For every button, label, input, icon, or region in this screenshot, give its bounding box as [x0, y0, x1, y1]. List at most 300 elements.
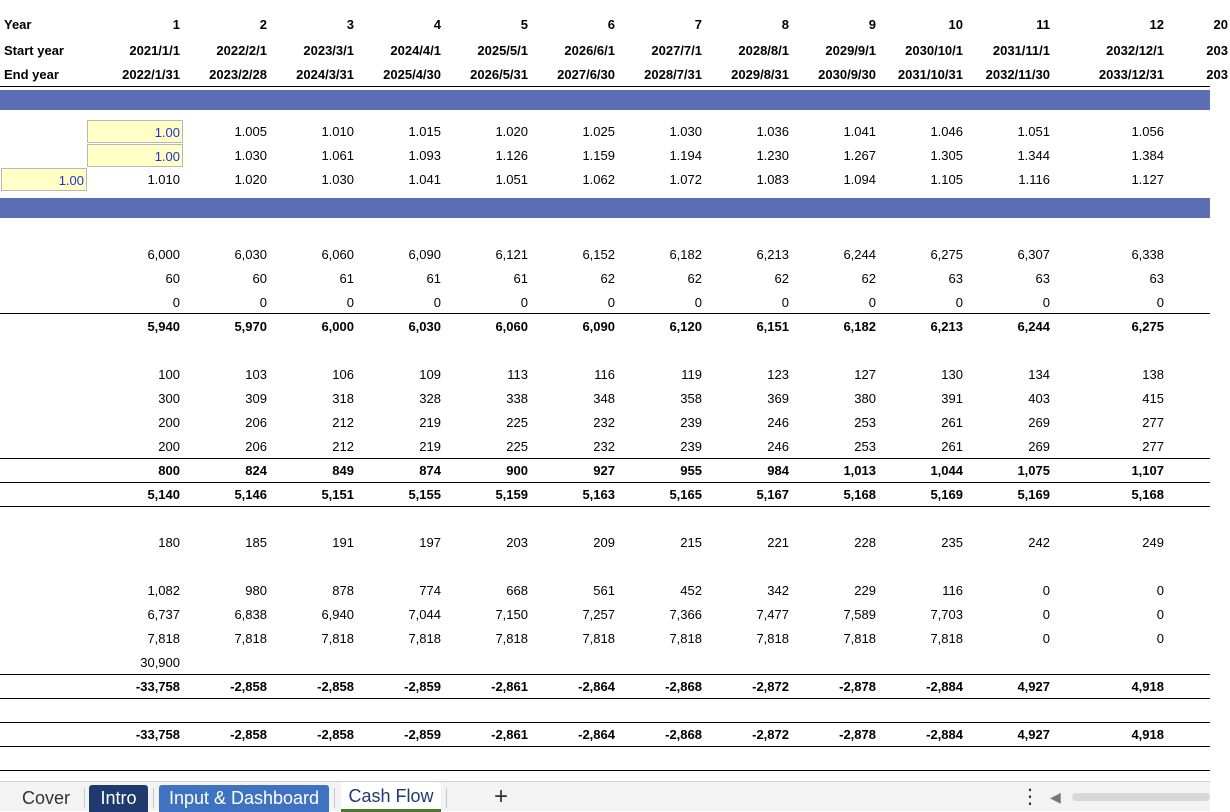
tax-cell[interactable]: 209 [593, 535, 615, 550]
index-value-cell[interactable]: 1.344 [1017, 148, 1050, 163]
year-number-cell[interactable]: 6 [607, 17, 615, 32]
capex-row [0, 651, 1210, 675]
cost-cell[interactable]: 130 [941, 367, 963, 382]
cost-total-cell[interactable]: 1,107 [1131, 463, 1164, 478]
finance-cell[interactable]: 6,940 [321, 607, 354, 622]
cost-cell[interactable]: 134 [1028, 367, 1050, 382]
revenue-cell[interactable]: 0 [259, 295, 267, 310]
finance-cell[interactable]: 774 [419, 583, 441, 598]
revenue-total-cell[interactable]: 6,275 [1131, 319, 1164, 334]
index-value-cell[interactable]: 1.025 [582, 124, 615, 139]
start-date-cell[interactable]: 2021/1/1 [129, 43, 180, 58]
cost-total-cell[interactable]: 824 [245, 463, 267, 478]
index-value-cell[interactable]: 1.020 [234, 172, 267, 187]
capex-cell[interactable]: 30,900 [140, 655, 180, 670]
finance-cell[interactable]: 7,818 [669, 631, 702, 646]
start-date-cell[interactable]: 2029/9/1 [825, 43, 876, 58]
net-total-cell[interactable]: 5,155 [408, 487, 441, 502]
index-row-2 [0, 144, 1210, 168]
index-value-cell[interactable]: 1.056 [1131, 124, 1164, 139]
revenue-cell[interactable]: 6,244 [843, 247, 876, 262]
year-number-cell[interactable]: 7 [694, 17, 702, 32]
cost-cell[interactable]: 348 [593, 391, 615, 406]
cost-cell[interactable]: 200 [158, 439, 180, 454]
tab-cover[interactable]: Cover [21, 788, 70, 808]
header-row-start [0, 39, 1228, 63]
cost-cell[interactable]: 253 [854, 415, 876, 430]
finance-cell[interactable]: 7,477 [756, 607, 789, 622]
tax-cell[interactable]: 215 [680, 535, 702, 550]
start-date-cell[interactable]: 2026/6/1 [564, 43, 615, 58]
revenue-cell[interactable]: 0 [433, 295, 441, 310]
cumulative-total-row [0, 723, 1210, 747]
cost-cell[interactable]: 206 [245, 439, 267, 454]
cost-total-cell[interactable]: 1,075 [1017, 463, 1050, 478]
cashflow-total-cell[interactable]: -2,878 [839, 679, 876, 694]
tax-cell[interactable]: 185 [245, 535, 267, 550]
tab-intro[interactable]: Intro [89, 785, 148, 812]
cost-row-2 [0, 387, 1210, 411]
cost-total-cell[interactable]: 927 [593, 463, 615, 478]
index-value-cell[interactable]: 1.036 [756, 124, 789, 139]
finance-cell[interactable]: 7,257 [582, 607, 615, 622]
cost-cell[interactable]: 123 [767, 367, 789, 382]
finance-cell[interactable]: 0 [1156, 607, 1164, 622]
revenue-cell[interactable]: 0 [868, 295, 876, 310]
index-value-cell[interactable]: 1.041 [843, 124, 876, 139]
cost-cell[interactable]: 119 [681, 367, 702, 382]
start-date-cell[interactable]: 2030/10/1 [905, 43, 963, 58]
cashflow-total-cell[interactable]: 4,927 [1017, 679, 1050, 694]
index-value-cell[interactable]: 1.105 [930, 172, 963, 187]
end-date-cell[interactable]: 2026/5/31 [470, 67, 528, 82]
index-value-cell[interactable]: 1.159 [582, 148, 615, 163]
index-input-cell-3[interactable]: 1.00 [1, 168, 87, 191]
cost-cell[interactable]: 138 [1142, 367, 1164, 382]
cost-cell[interactable]: 358 [680, 391, 702, 406]
year-number-cell[interactable]: 1 [172, 17, 180, 32]
index-value-cell[interactable]: 1.062 [582, 172, 615, 187]
net-total-cell[interactable]: 5,140 [147, 487, 180, 502]
cumulative-total-cell[interactable]: -33,758 [135, 727, 180, 742]
end-date-cell[interactable]: 2023/2/28 [209, 67, 267, 82]
cost-cell[interactable]: 239 [680, 415, 702, 430]
end-date-cell[interactable]: 2025/4/30 [383, 67, 441, 82]
sheet-tab-bar [0, 781, 1210, 811]
revenue-cell[interactable]: 0 [781, 295, 789, 310]
cumulative-total-cell[interactable]: -2,864 [578, 727, 615, 742]
cost-total-cell[interactable]: 849 [332, 463, 354, 478]
cashflow-total-cell[interactable]: -2,858 [230, 679, 267, 694]
tax-cell[interactable]: 242 [1028, 535, 1050, 550]
index-value-cell[interactable]: 1.030 [234, 148, 267, 163]
end-date-cell[interactable]: 2027/6/30 [557, 67, 615, 82]
revenue-row-1 [0, 243, 1210, 267]
finance-cell[interactable]: 0 [1042, 607, 1050, 622]
finance-cell[interactable]: 7,818 [756, 631, 789, 646]
index-value-cell[interactable]: 1.230 [756, 148, 789, 163]
index-value-cell[interactable]: 1.051 [1017, 124, 1050, 139]
year-number-cell[interactable]: 2 [259, 17, 267, 32]
cost-row-3 [0, 411, 1210, 435]
cost-cell[interactable]: 109 [419, 367, 441, 382]
cost-cell[interactable]: 328 [419, 391, 441, 406]
header-row-year [0, 13, 1228, 37]
revenue-total-cell[interactable]: 6,151 [756, 319, 789, 334]
end-date-cell[interactable]: 2030/9/30 [818, 67, 876, 82]
revenue-cell[interactable]: 63 [948, 271, 963, 286]
index-value-cell[interactable]: 1.061 [321, 148, 354, 163]
revenue-cell[interactable]: 0 [694, 295, 702, 310]
finance-cell[interactable]: 7,818 [843, 631, 876, 646]
revenue-cell[interactable]: 62 [774, 271, 789, 286]
revenue-cell[interactable]: 0 [346, 295, 354, 310]
cashflow-total-cell[interactable]: -2,861 [491, 679, 528, 694]
cost-total-row [0, 459, 1210, 483]
cost-cell[interactable]: 246 [767, 439, 789, 454]
cost-cell[interactable]: 277 [1142, 439, 1164, 454]
finance-cell[interactable]: 229 [854, 583, 876, 598]
index-row-3 [0, 168, 1210, 192]
revenue-total-cell[interactable]: 6,213 [930, 319, 963, 334]
finance-cell[interactable]: 7,818 [234, 631, 267, 646]
index-value-cell[interactable]: 1.051 [495, 172, 528, 187]
year-number-cell[interactable]: 10 [948, 17, 963, 32]
revenue-row-2 [0, 267, 1210, 291]
tax-cell[interactable]: 191 [332, 535, 354, 550]
index-value-cell[interactable]: 1.384 [1131, 148, 1164, 163]
index-value-cell[interactable]: 1.041 [408, 172, 441, 187]
scroll-left-icon[interactable]: ◀ [1050, 789, 1061, 805]
cost-cell[interactable]: 106 [332, 367, 354, 382]
cost-total-cell[interactable]: 955 [680, 463, 702, 478]
index-row-1 [0, 120, 1210, 144]
end-date-cell[interactable]: 2029/8/31 [731, 67, 789, 82]
net-total-cell[interactable]: 5,168 [1131, 487, 1164, 502]
index-value-cell[interactable]: 1.010 [147, 172, 180, 187]
revenue-cell[interactable]: 63 [1149, 271, 1164, 286]
cumulative-total-bottom-line [0, 746, 1210, 747]
cost-cell[interactable]: 261 [941, 415, 963, 430]
cost-total-cell[interactable]: 800 [158, 463, 180, 478]
revenue-cell[interactable]: 6,000 [147, 247, 180, 262]
finance-cell[interactable]: 6,737 [147, 607, 180, 622]
cumulative-total-cell[interactable]: -2,861 [491, 727, 528, 742]
tax-cell[interactable]: 221 [767, 535, 789, 550]
cost-cell[interactable]: 318 [332, 391, 354, 406]
net-total-cell[interactable]: 5,169 [930, 487, 963, 502]
revenue-cell[interactable]: 6,030 [234, 247, 267, 262]
revenue-cell[interactable]: 60 [165, 271, 180, 286]
cumulative-total-cell[interactable]: -2,872 [752, 727, 789, 742]
index-value-cell[interactable]: 1.093 [408, 148, 441, 163]
index-value-cell[interactable]: 1.116 [1018, 172, 1050, 187]
index-value-cell[interactable]: 1.010 [321, 124, 354, 139]
index-value-cell[interactable]: 1.305 [930, 148, 963, 163]
index-input-cell-1[interactable]: 1.00 [87, 120, 183, 143]
finance-cell[interactable]: 7,818 [930, 631, 963, 646]
net-total-cell[interactable]: 5,146 [234, 487, 267, 502]
index-value-cell[interactable]: 1.267 [843, 148, 876, 163]
cumulative-total-cell[interactable]: -2,878 [839, 727, 876, 742]
cost-cell[interactable]: 269 [1028, 439, 1050, 454]
finance-cell[interactable]: 7,818 [582, 631, 615, 646]
finance-cell[interactable]: 0 [1042, 583, 1050, 598]
net-total-cell[interactable]: 5,159 [495, 487, 528, 502]
year-number-cell[interactable]: 9 [868, 17, 876, 32]
more-options-icon[interactable]: ⋮ [1020, 786, 1040, 808]
finance-cell[interactable]: 452 [680, 583, 702, 598]
tax-cell[interactable]: 203 [506, 535, 528, 550]
tab-cash-flow[interactable]: Cash Flow [341, 782, 441, 812]
revenue-total-cell[interactable]: 5,940 [147, 319, 180, 334]
tax-cell[interactable]: 228 [854, 535, 876, 550]
cost-cell[interactable]: 103 [245, 367, 267, 382]
revenue-cell[interactable]: 0 [607, 295, 615, 310]
finance-cell[interactable]: 7,150 [495, 607, 528, 622]
cost-cell[interactable]: 212 [332, 439, 354, 454]
cost-cell[interactable]: 380 [854, 391, 876, 406]
net-total-cell[interactable]: 5,168 [843, 487, 876, 502]
year-number-cell[interactable]: 3 [346, 17, 354, 32]
tax-cell[interactable]: 235 [941, 535, 963, 550]
cost-cell[interactable]: 206 [245, 415, 267, 430]
cost-cell[interactable]: 246 [767, 415, 789, 430]
end-date-cell[interactable]: 203 [1206, 67, 1228, 82]
cashflow-total-bottom-line [0, 698, 1210, 699]
revenue-cell[interactable]: 0 [1156, 295, 1164, 310]
finance-cell[interactable]: 0 [1042, 631, 1050, 646]
revenue-cell[interactable]: 63 [1035, 271, 1050, 286]
revenue-cell[interactable]: 6,307 [1017, 247, 1050, 262]
start-date-cell[interactable]: 2027/7/1 [651, 43, 702, 58]
net-total-cell[interactable]: 5,169 [1017, 487, 1050, 502]
year-number-cell[interactable]: 5 [520, 17, 528, 32]
end-date-cell[interactable]: 2024/3/31 [296, 67, 354, 82]
finance-cell[interactable]: 7,366 [669, 607, 702, 622]
horizontal-scrollbar[interactable] [1072, 793, 1210, 801]
index-value-cell[interactable]: 1.083 [756, 172, 789, 187]
net-total-bottom-line [0, 506, 1210, 507]
revenue-cell[interactable]: 62 [861, 271, 876, 286]
index-value-cell[interactable]: 1.126 [495, 148, 528, 163]
cost-cell[interactable]: 225 [506, 415, 528, 430]
cumulative-total-cell[interactable]: -2,868 [665, 727, 702, 742]
cost-cell[interactable]: 403 [1028, 391, 1050, 406]
index-value-cell[interactable]: 1.020 [495, 124, 528, 139]
net-total-cell[interactable]: 5,167 [756, 487, 789, 502]
finance-cell[interactable]: 7,044 [408, 607, 441, 622]
cost-cell[interactable]: 391 [941, 391, 963, 406]
revenue-cell[interactable]: 0 [520, 295, 528, 310]
cost-cell[interactable]: 415 [1142, 391, 1164, 406]
year-number-cell[interactable]: 4 [433, 17, 441, 32]
revenue-cell[interactable]: 6,090 [408, 247, 441, 262]
start-date-cell[interactable]: 2023/3/1 [303, 43, 354, 58]
cost-cell[interactable]: 269 [1028, 415, 1050, 430]
cost-cell[interactable]: 338 [506, 391, 528, 406]
finance-cell[interactable]: 7,818 [408, 631, 441, 646]
year-number-cell[interactable]: 11 [1036, 17, 1050, 32]
finance-cell[interactable]: 342 [767, 583, 789, 598]
revenue-cell[interactable]: 61 [513, 271, 528, 286]
year-number-cell[interactable]: 8 [781, 17, 789, 32]
cost-total-cell[interactable]: 984 [767, 463, 789, 478]
start-date-cell[interactable]: 2025/5/1 [477, 43, 528, 58]
cashflow-total-cell[interactable]: 4,918 [1131, 679, 1164, 694]
end-date-cell[interactable]: 2033/12/31 [1098, 67, 1164, 82]
revenue-cell[interactable]: 0 [172, 295, 180, 310]
revenue-total-cell[interactable]: 6,182 [843, 319, 876, 334]
cost-row-4 [0, 435, 1210, 459]
year-label[interactable]: Year [4, 17, 32, 32]
revenue-cell[interactable]: 6,213 [756, 247, 789, 262]
net-total-cell[interactable]: 5,151 [321, 487, 354, 502]
revenue-total-cell[interactable]: 6,030 [408, 319, 441, 334]
finance-cell[interactable]: 116 [942, 583, 963, 598]
cashflow-total-cell[interactable]: -2,884 [926, 679, 963, 694]
revenue-cell[interactable]: 6,152 [582, 247, 615, 262]
end-date-cell[interactable]: 2028/7/31 [644, 67, 702, 82]
cost-cell[interactable]: 116 [594, 367, 615, 382]
revenue-cell[interactable]: 6,060 [321, 247, 354, 262]
finance-cell[interactable]: 6,838 [234, 607, 267, 622]
revenue-cell[interactable]: 0 [955, 295, 963, 310]
revenue-cell[interactable]: 61 [339, 271, 354, 286]
finance-cell[interactable]: 0 [1156, 631, 1164, 646]
finance-cell[interactable]: 1,082 [147, 583, 180, 598]
revenue-cell[interactable]: 61 [426, 271, 441, 286]
index-value-cell[interactable]: 1.194 [669, 148, 702, 163]
cost-cell[interactable]: 200 [158, 415, 180, 430]
revenue-total-cell[interactable]: 6,244 [1017, 319, 1050, 334]
start-date-cell[interactable]: 203 [1206, 43, 1228, 58]
net-total-cell[interactable]: 5,163 [582, 487, 615, 502]
tax-cell[interactable]: 197 [419, 535, 441, 550]
header-divider [0, 86, 1210, 87]
revenue-cell[interactable]: 62 [600, 271, 615, 286]
start-date-cell[interactable]: 2024/4/1 [390, 43, 441, 58]
add-sheet-icon[interactable]: + [494, 783, 509, 810]
index-value-cell[interactable]: 1.127 [1131, 172, 1164, 187]
cost-cell[interactable]: 369 [767, 391, 789, 406]
end-year-label[interactable]: End year [4, 67, 59, 82]
cumulative-total-cell[interactable]: -2,858 [317, 727, 354, 742]
cost-cell[interactable]: 219 [419, 439, 441, 454]
cashflow-total-cell[interactable]: -2,864 [578, 679, 615, 694]
cashflow-total-cell[interactable]: -2,859 [404, 679, 441, 694]
finance-cell[interactable]: 980 [245, 583, 267, 598]
finance-cell[interactable]: 7,703 [930, 607, 963, 622]
end-date-cell[interactable]: 2022/1/31 [122, 67, 180, 82]
finance-cell[interactable]: 7,818 [495, 631, 528, 646]
cumulative-total-cell[interactable]: -2,858 [230, 727, 267, 742]
cashflow-total-cell[interactable]: -2,858 [317, 679, 354, 694]
cost-cell[interactable]: 232 [593, 439, 615, 454]
finance-cell[interactable]: 878 [332, 583, 354, 598]
end-date-cell[interactable]: 2032/11/30 [985, 67, 1050, 82]
index-value-cell[interactable]: 1.015 [408, 124, 441, 139]
start-date-cell[interactable]: 2032/12/1 [1106, 43, 1164, 58]
revenue-cell[interactable]: 60 [252, 271, 267, 286]
cost-cell[interactable]: 239 [680, 439, 702, 454]
cost-cell[interactable]: 253 [854, 439, 876, 454]
cost-cell[interactable]: 300 [158, 391, 180, 406]
start-date-cell[interactable]: 2028/8/1 [738, 43, 789, 58]
finance-cell[interactable]: 561 [593, 583, 615, 598]
revenue-total-cell[interactable]: 6,000 [321, 319, 354, 334]
index-value-cell[interactable]: 1.072 [669, 172, 702, 187]
cumulative-total-cell[interactable]: -2,884 [926, 727, 963, 742]
year-number-cell[interactable]: 12 [1149, 17, 1164, 32]
revenue-total-cell[interactable]: 6,120 [669, 319, 702, 334]
finance-cell[interactable]: 7,818 [321, 631, 354, 646]
cost-cell[interactable]: 225 [506, 439, 528, 454]
index-value-cell[interactable]: 1.094 [843, 172, 876, 187]
cost-cell[interactable]: 113 [507, 367, 528, 382]
start-year-label[interactable]: Start year [4, 43, 64, 58]
cumulative-total-cell[interactable]: 4,927 [1017, 727, 1050, 742]
finance-cell[interactable]: 7,589 [843, 607, 876, 622]
cost-cell[interactable]: 261 [941, 439, 963, 454]
start-date-cell[interactable]: 2022/2/1 [216, 43, 267, 58]
cost-cell[interactable]: 219 [419, 415, 441, 430]
end-date-cell[interactable]: 2031/10/31 [897, 67, 963, 82]
cumulative-total-cell[interactable]: 4,918 [1131, 727, 1164, 742]
revenue-total-cell[interactable]: 6,090 [582, 319, 615, 334]
cost-total-cell[interactable]: 1,044 [930, 463, 963, 478]
cashflow-total-cell[interactable]: -33,758 [135, 679, 180, 694]
finance-cell[interactable]: 7,818 [147, 631, 180, 646]
index-value-cell[interactable]: 1.005 [234, 124, 267, 139]
cashflow-total-cell[interactable]: -2,872 [752, 679, 789, 694]
revenue-total-cell[interactable]: 5,970 [234, 319, 267, 334]
index-input-cell-2[interactable]: 1.00 [87, 144, 183, 167]
revenue-cell[interactable]: 6,182 [669, 247, 702, 262]
cost-cell[interactable]: 232 [593, 415, 615, 430]
revenue-cell[interactable]: 62 [687, 271, 702, 286]
finance-cell[interactable]: 0 [1156, 583, 1164, 598]
cost-cell[interactable]: 277 [1142, 415, 1164, 430]
finance-cell[interactable]: 668 [506, 583, 528, 598]
revenue-cell[interactable]: 6,275 [930, 247, 963, 262]
cumulative-total-cell[interactable]: -2,859 [404, 727, 441, 742]
net-total-cell[interactable]: 5,165 [669, 487, 702, 502]
revenue-cell[interactable]: 0 [1042, 295, 1050, 310]
cost-cell[interactable]: 127 [854, 367, 876, 382]
revenue-cell[interactable]: 6,121 [495, 247, 528, 262]
revenue-total-cell[interactable]: 6,060 [495, 319, 528, 334]
cost-total-cell[interactable]: 1,013 [843, 463, 876, 478]
cashflow-total-cell[interactable]: -2,868 [665, 679, 702, 694]
start-date-cell[interactable]: 2031/11/1 [992, 43, 1050, 58]
index-value-cell[interactable]: 1.030 [669, 124, 702, 139]
tax-cell[interactable]: 249 [1142, 535, 1164, 550]
tax-cell[interactable]: 180 [158, 535, 180, 550]
cost-row-1 [0, 363, 1210, 387]
revenue-cell[interactable]: 6,338 [1131, 247, 1164, 262]
section-band-cashflow [0, 198, 1210, 218]
cost-total-cell[interactable]: 900 [506, 463, 528, 478]
index-value-cell[interactable]: 1.030 [321, 172, 354, 187]
cost-cell[interactable]: 100 [158, 367, 180, 382]
tab-input-dashboard[interactable]: Input & Dashboard [159, 785, 329, 812]
index-value-cell[interactable]: 1.046 [930, 124, 963, 139]
cost-cell[interactable]: 309 [245, 391, 267, 406]
cost-total-cell[interactable]: 874 [419, 463, 441, 478]
cost-cell[interactable]: 212 [332, 415, 354, 430]
year-number-cell[interactable]: 20 [1213, 17, 1228, 32]
